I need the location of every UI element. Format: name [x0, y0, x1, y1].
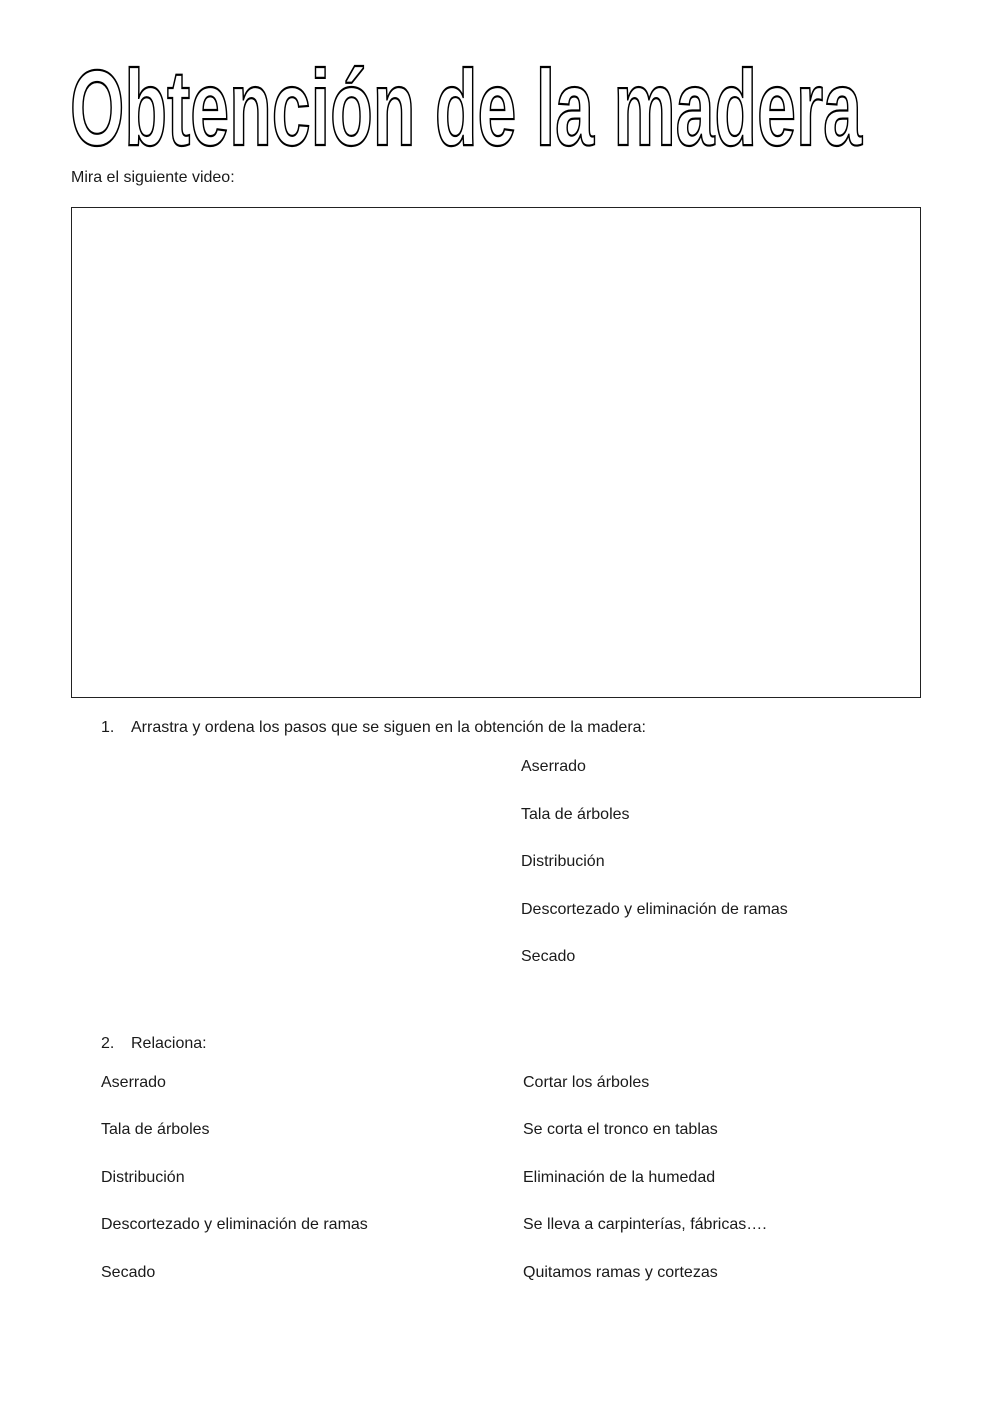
- draggable-step[interactable]: Descortezado y eliminación de ramas: [521, 900, 788, 918]
- match-right-item[interactable]: Quitamos ramas y cortezas: [523, 1263, 718, 1281]
- draggable-step[interactable]: Secado: [521, 948, 576, 966]
- video-player[interactable]: [71, 207, 921, 698]
- match-right-item[interactable]: Eliminación de la humedad: [523, 1168, 716, 1186]
- match-left-item[interactable]: Descortezado y eliminación de ramas: [101, 1216, 368, 1234]
- draggable-step[interactable]: Tala de árboles: [521, 805, 630, 823]
- match-left-column: [101, 1073, 368, 1310]
- page-title: [70, 52, 870, 152]
- ordering-list: [521, 757, 788, 995]
- draggable-step[interactable]: Distribución: [521, 853, 605, 871]
- page-title-text: Obtención de la madera: [70, 52, 863, 152]
- match-right-item[interactable]: Se corta el tronco en tablas: [523, 1121, 718, 1139]
- question-2-number: 2.: [101, 1035, 115, 1052]
- match-right-item[interactable]: Cortar los árboles: [523, 1074, 650, 1091]
- match-left-item[interactable]: Aserrado: [101, 1074, 166, 1091]
- video-instruction: Mira el siguiente video:: [71, 169, 235, 186]
- match-left-item[interactable]: Secado: [101, 1263, 156, 1281]
- draggable-step[interactable]: Aserrado: [521, 758, 586, 775]
- match-left-item[interactable]: Tala de árboles: [101, 1121, 210, 1139]
- match-right-column: [523, 1073, 767, 1310]
- question-1-number: 1.: [101, 719, 115, 736]
- question-1-text: Arrastra y ordena los pasos que se siguen en la obtención de la madera:: [131, 719, 646, 736]
- question-2: [101, 1034, 207, 1054]
- question-2-text: Relaciona:: [131, 1035, 207, 1052]
- question-1: [101, 718, 646, 738]
- match-left-item[interactable]: Distribución: [101, 1168, 185, 1186]
- match-right-item[interactable]: Se lleva a carpinterías, fábricas….: [523, 1216, 767, 1234]
